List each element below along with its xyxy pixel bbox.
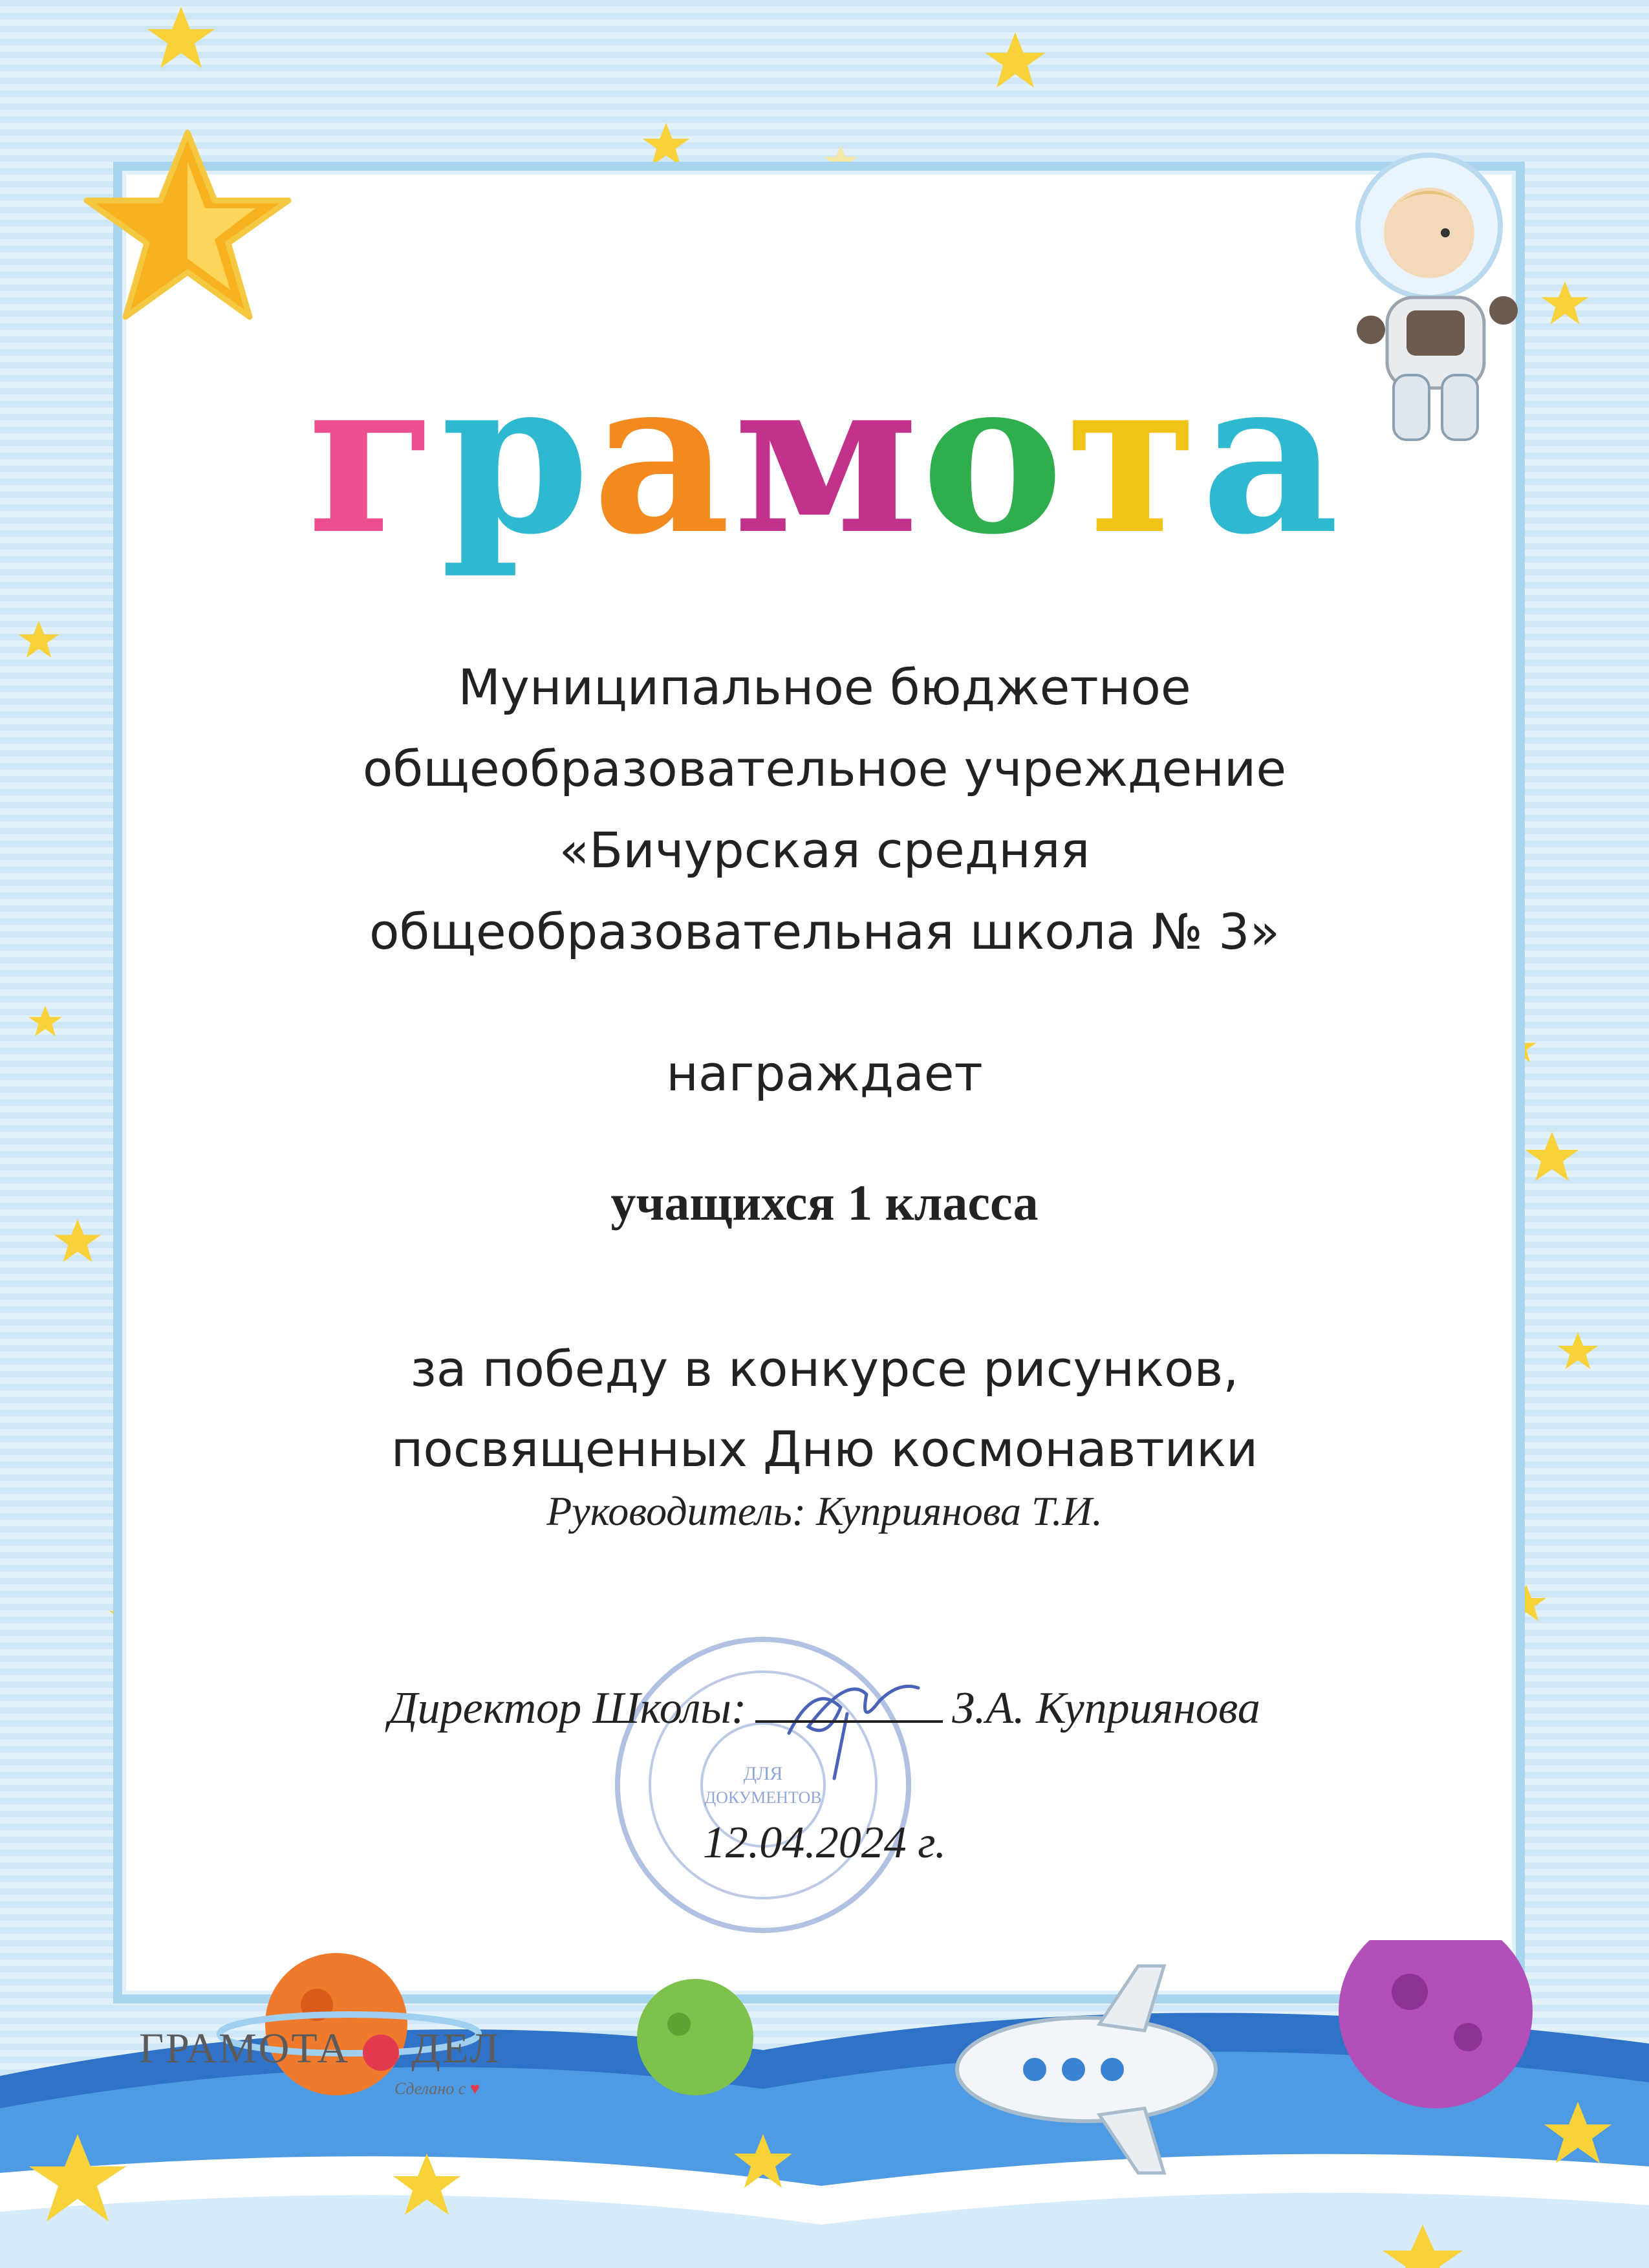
org-line-2: общеобразовательное учреждение bbox=[362, 740, 1287, 797]
logo-tagline bbox=[394, 2079, 480, 2099]
logo-tagline-text: Сделано с bbox=[394, 2079, 466, 2098]
space-scene bbox=[0, 1940, 1649, 2268]
signature-underline bbox=[755, 1681, 943, 1723]
big-star-icon bbox=[78, 123, 297, 336]
stamp-text-2: ДОКУМЕНТОВ bbox=[704, 1788, 822, 1807]
director-label: Директор Школы: bbox=[389, 1683, 747, 1733]
title-letter: т bbox=[1066, 330, 1202, 581]
title-letter: м bbox=[733, 330, 921, 581]
reason-line-2: посвященных Дню космонавтики bbox=[391, 1420, 1258, 1478]
organization-name bbox=[0, 647, 1649, 973]
issue-date: 12.04.2024 г. bbox=[702, 1818, 947, 1868]
title-letter: г bbox=[307, 330, 441, 581]
title-letter: р bbox=[440, 330, 593, 581]
gramota-del-logo bbox=[139, 2024, 501, 2073]
check-heart-icon bbox=[363, 2035, 399, 2071]
org-line-4: общеобразовательная школа № 3» bbox=[369, 903, 1280, 960]
org-line-3: «Бичурская средняя bbox=[559, 821, 1090, 879]
certificate-title bbox=[0, 330, 1649, 581]
director-signature-line bbox=[0, 1681, 1649, 1734]
heart-icon: ♥ bbox=[469, 2079, 480, 2098]
title-letter: а bbox=[592, 330, 733, 581]
org-line-1: Муниципальное бюджетное bbox=[458, 658, 1191, 716]
recipient: учащихся 1 класса bbox=[610, 1174, 1039, 1231]
reason-line-1: за победу в конкурсе рисунков, bbox=[410, 1340, 1239, 1398]
stamp-text-1: ДЛЯ bbox=[743, 1763, 783, 1784]
title-letter: о bbox=[921, 330, 1066, 581]
title-letter: а bbox=[1201, 330, 1342, 581]
awards-label: награждает bbox=[666, 1044, 983, 1102]
logo-left: ГРАМОТА bbox=[139, 2025, 350, 2072]
logo-right: ДЕЛ bbox=[411, 2025, 501, 2072]
award-reason bbox=[0, 1329, 1649, 1489]
leader-line: Руководитель: Куприянова Т.И. bbox=[546, 1488, 1103, 1534]
director-name: З.А. Куприянова bbox=[952, 1683, 1260, 1733]
